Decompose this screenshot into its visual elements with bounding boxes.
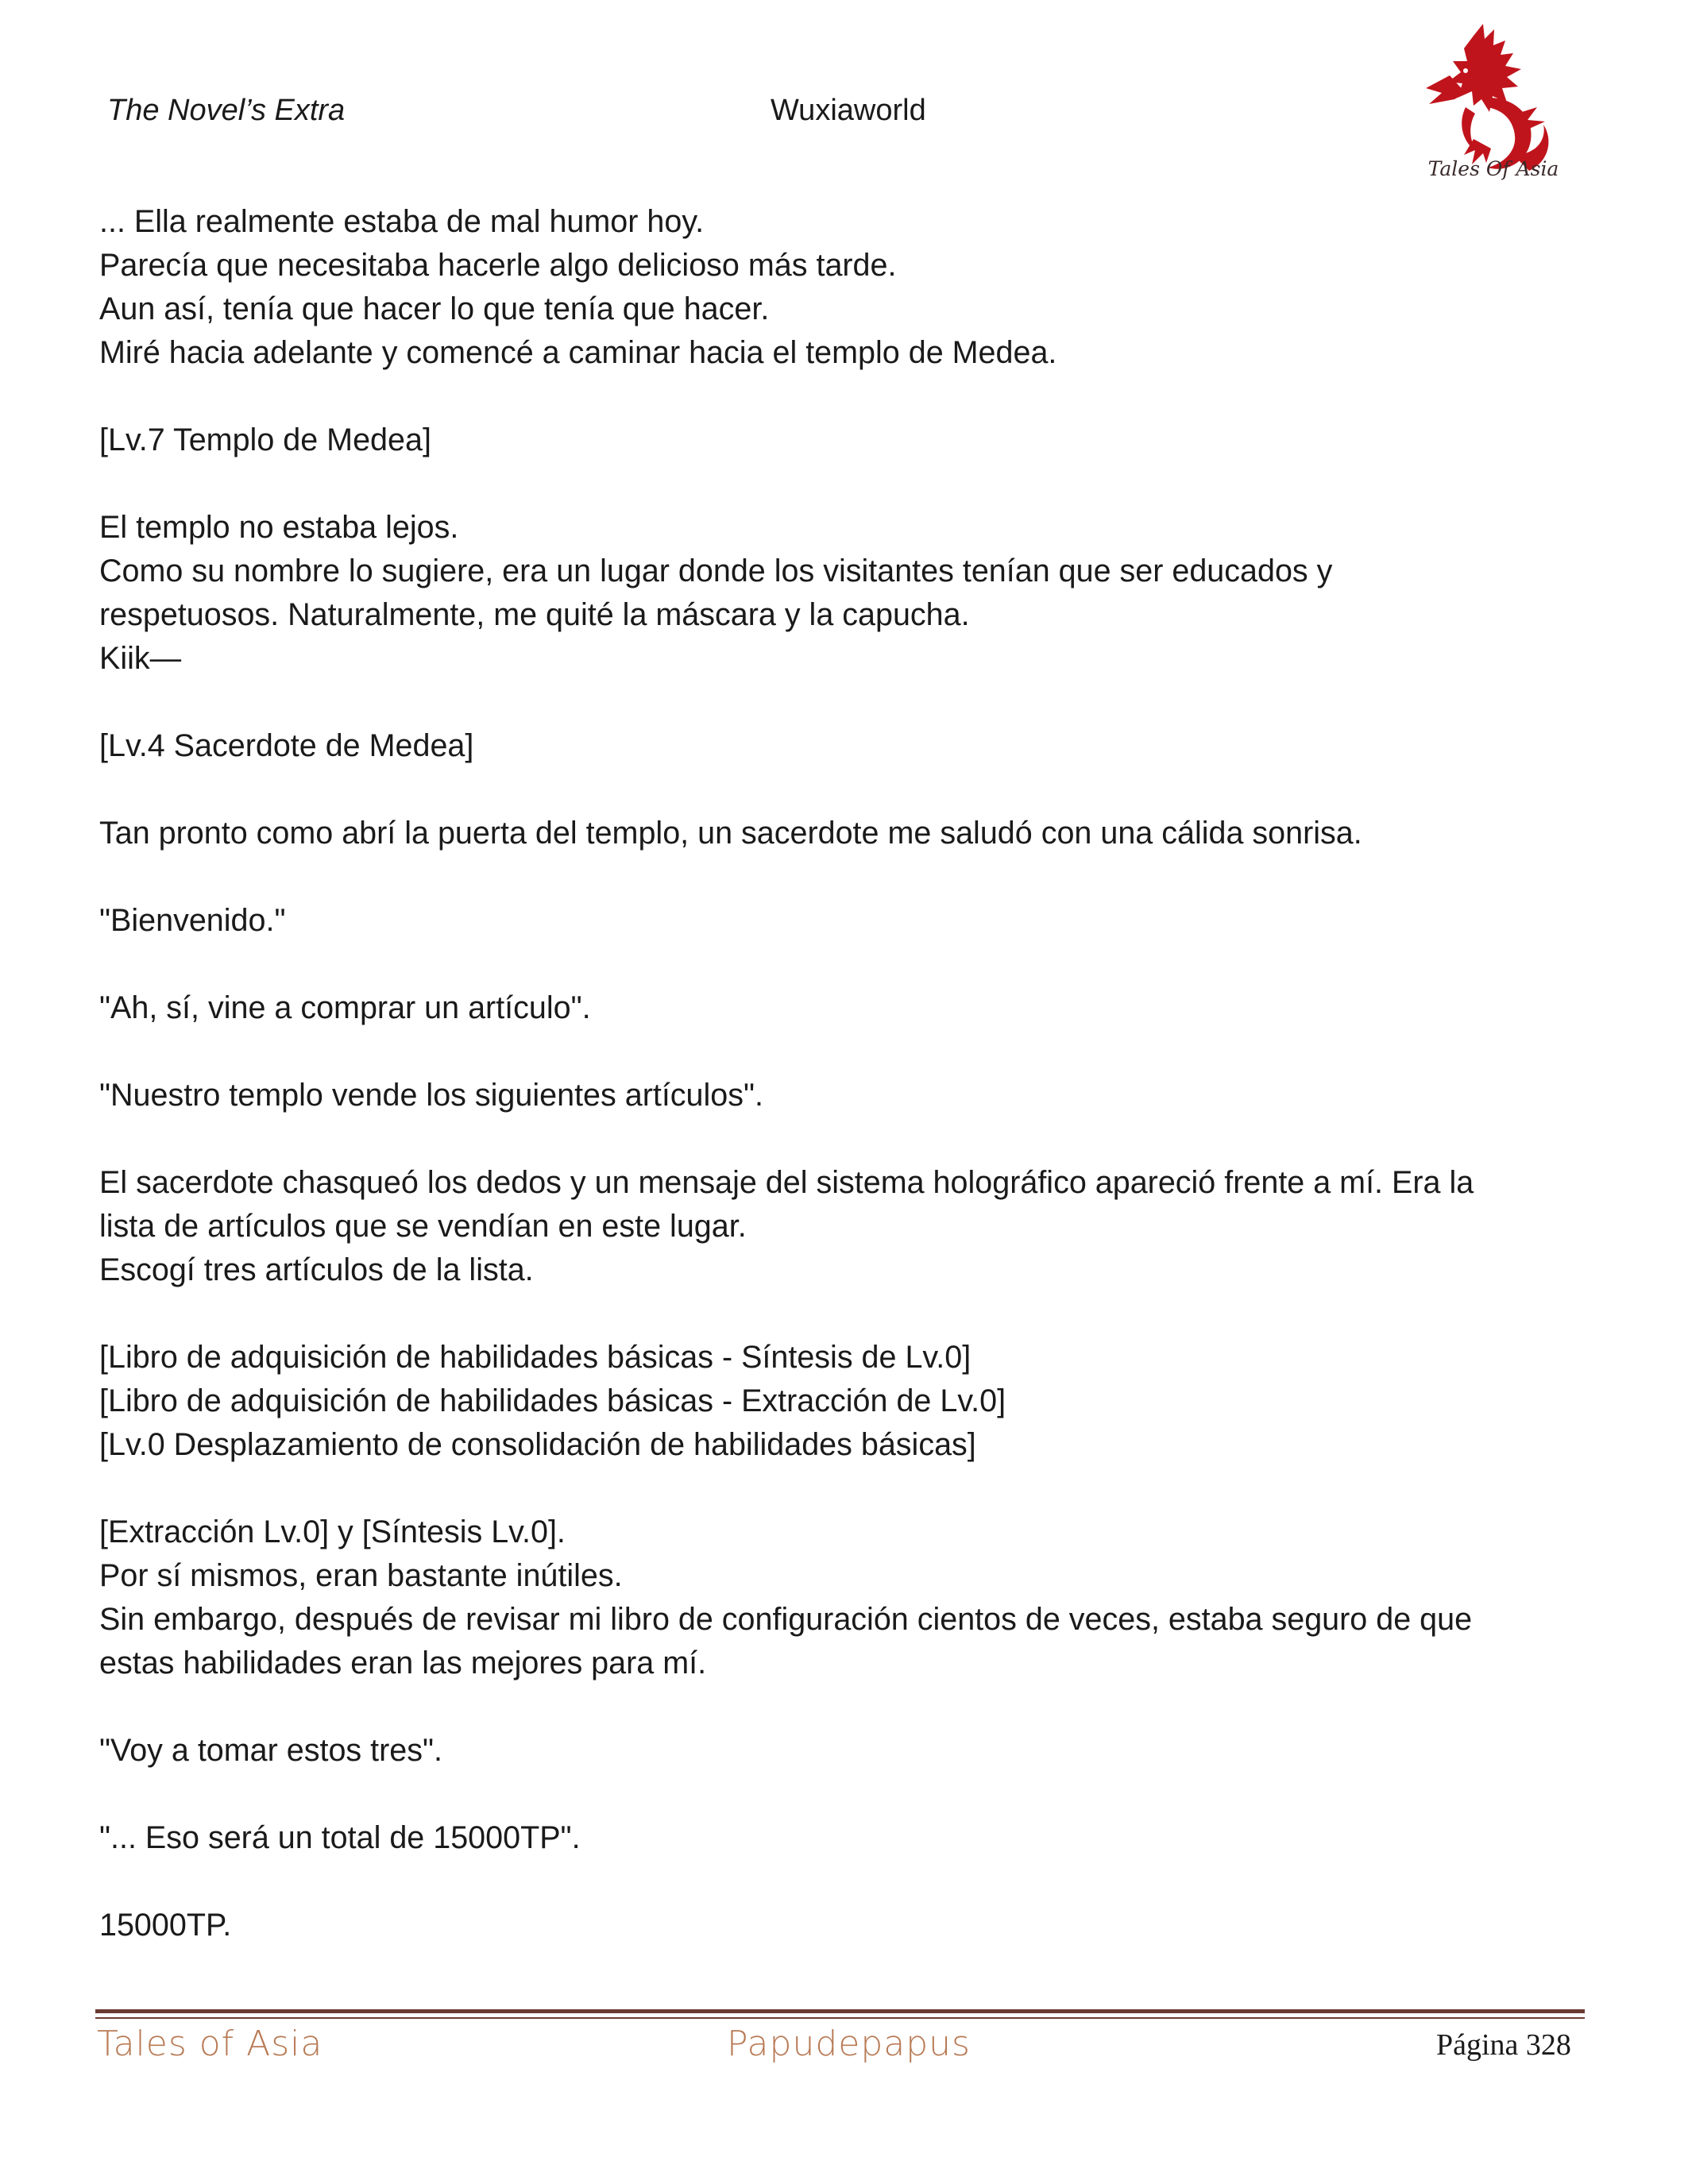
paragraph-gap — [99, 1685, 1561, 1729]
body-line: [Libro de adquisición de habilidades básicas - Extracción de Lv.0] — [99, 1383, 1006, 1418]
paragraph-gap — [99, 462, 1561, 506]
body-line: El sacerdote chasqueó los dedos y un mensaje del sistema holográfico apareció frente a mí. Era la — [99, 1165, 1474, 1200]
body-line: [Libro de adquisición de habilidades básicas - Síntesis de Lv.0] — [99, 1340, 971, 1375]
body-line: [Lv.7 Templo de Medea] — [99, 423, 431, 457]
paragraph-gap — [99, 768, 1561, 812]
body-line: Por sí mismos, eran bastante inútiles. — [99, 1558, 623, 1593]
body-line: respetuosos. Naturalmente, me quité la máscara y la capucha. — [99, 597, 970, 632]
paragraph-gap — [99, 1292, 1561, 1336]
body-line: Parecía que necesitaba hacerle algo delicioso más tarde. — [99, 248, 897, 283]
footer-divider — [95, 2009, 1585, 2013]
body-line: Como su nombre lo sugiere, era un lugar donde los visitantes tenían que ser educados y — [99, 554, 1333, 588]
body-line: [Lv.0 Desplazamiento de consolidación de habilidades básicas] — [99, 1427, 976, 1462]
paragraph-gap — [99, 681, 1561, 724]
paragraph-gap — [99, 1030, 1561, 1074]
page-number: Página 328 — [1436, 2028, 1571, 2062]
body-line: ... Ella realmente estaba de mal humor hoy. — [99, 204, 705, 239]
body-line: "Voy a tomar estos tres". — [99, 1733, 442, 1768]
paragraph-gap — [99, 1860, 1561, 1904]
paragraph-gap — [99, 1117, 1561, 1161]
header-book-title: The Novel’s Extra — [107, 94, 346, 127]
body-line: 15000TP. — [99, 1908, 232, 1943]
body-line: "Bienvenido." — [99, 903, 286, 938]
body-line: [Extracción Lv.0] y [Síntesis Lv.0]. — [99, 1515, 566, 1549]
header-source: Wuxiaworld — [771, 94, 926, 127]
body-line: Sin embargo, después de revisar mi libro de configuración cientos de veces, estaba seguro de que — [99, 1602, 1473, 1637]
chapter-body — [99, 200, 1561, 1947]
body-line: Miré hacia adelante y comencé a caminar hacia el templo de Medea. — [99, 335, 1057, 370]
body-line: [Lv.4 Sacerdote de Medea] — [99, 728, 474, 763]
body-line: Escogí tres artículos de la lista. — [99, 1252, 534, 1287]
paragraph-gap — [99, 943, 1561, 986]
paragraph-gap — [99, 375, 1561, 419]
footer-publisher: Tales of Asia — [97, 2024, 323, 2064]
body-line: "Ah, sí, vine a comprar un artículo". — [99, 990, 591, 1025]
footer-translator: Papudepapus — [727, 2024, 971, 2064]
body-line: estas habilidades eran las mejores para mí. — [99, 1646, 707, 1680]
logo-wordmark: Tales Of Asia — [1427, 157, 1559, 180]
paragraph-gap — [99, 855, 1561, 899]
paragraph-gap — [99, 1773, 1561, 1816]
body-line: El templo no estaba lejos. — [99, 510, 459, 545]
paragraph-gap — [99, 1467, 1561, 1511]
body-line: Tan pronto como abrí la puerta del templo, un sacerdote me saludó con una cálida sonrisa. — [99, 816, 1362, 851]
body-line: lista de artículos que se vendían en este lugar. — [99, 1209, 747, 1244]
body-line: "Nuestro templo vende los siguientes artículos". — [99, 1078, 764, 1113]
body-line: "... Eso será un total de 15000TP". — [99, 1820, 581, 1855]
body-line: Kiik— — [99, 641, 182, 676]
footer-divider-thin — [95, 2017, 1585, 2019]
body-line: Aun así, tenía que hacer lo que tenía que hacer. — [99, 291, 770, 326]
